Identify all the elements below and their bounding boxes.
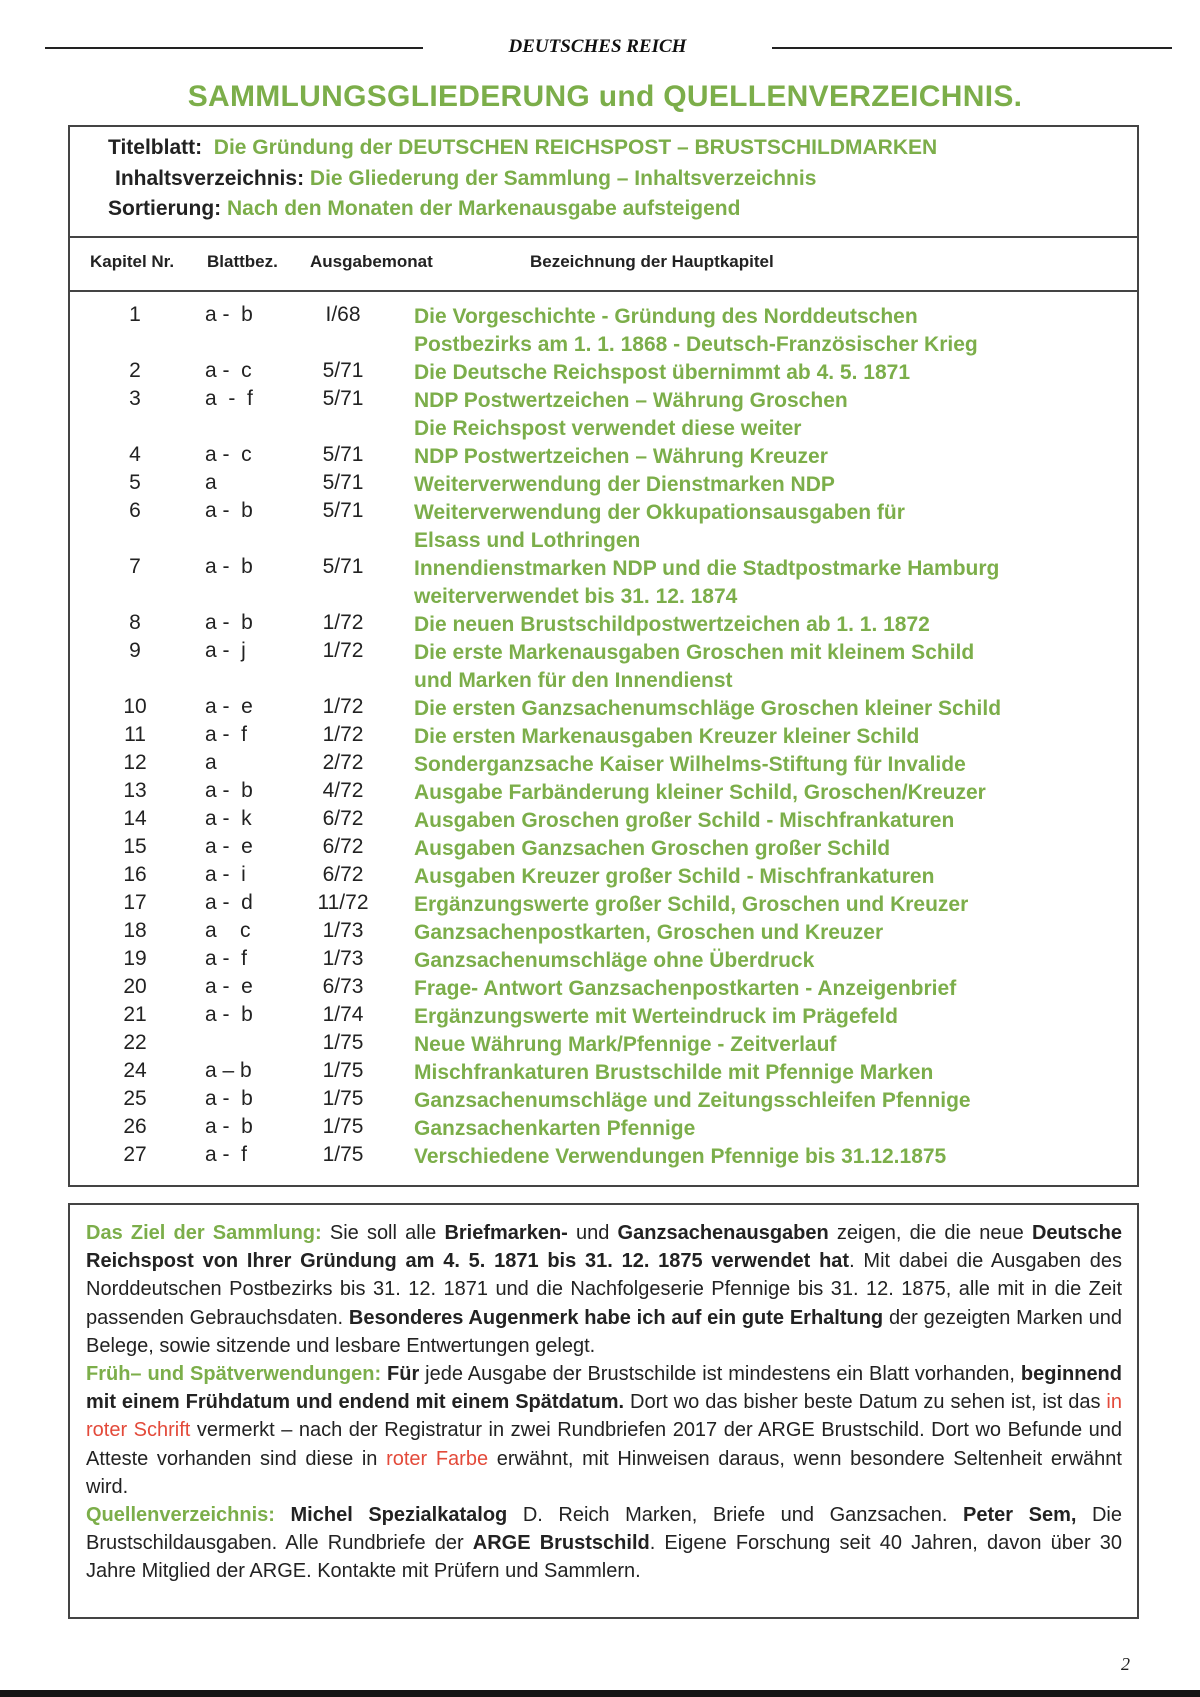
blattbezeichnung: a - f (205, 387, 253, 410)
blattbezeichnung: a - e (205, 835, 253, 858)
bold-run: Deutsche Reichspost von Ihrer Gründung am 4. 5. 1871 bis 31. 12. 1875 verwendet hat (86, 1222, 1122, 1273)
kapitel-bezeichnung (414, 751, 1134, 779)
blattbezeichnung: a – b (205, 1059, 252, 1082)
kapitel-nr: 12 (123, 751, 147, 774)
kapitel-nr: 10 (123, 695, 147, 718)
kapitel-bezeichnung (414, 1143, 1134, 1171)
kapitel-bezeichnung (414, 639, 1134, 695)
bezeichnung-line: Neue Währung Mark/Pfennige - Zeitverlauf (414, 1033, 837, 1056)
text-run: . Eigene Forschung seit 40 Jahren, davon über 30 Jahre Mitglied der ARGE. Kontakte mit Prüfern und Sammlern. (86, 1532, 1123, 1583)
ausgabemonat: 1/73 (322, 947, 364, 970)
text-run: der gezeigten Marken und Belege, sowie sitzende und lesbare Entwertungen gelegt. (86, 1306, 1122, 1357)
ausgabemonat: 5/71 (322, 555, 364, 578)
blattbezeichnung: a - b (205, 499, 253, 522)
bezeichnung-line: Mischfrankaturen Brustschilde mit Pfennige Marken (414, 1061, 934, 1084)
ausgabemonat: 1/72 (322, 723, 364, 746)
kapitel-nr: 3 (129, 387, 141, 410)
kapitel-bezeichnung (414, 555, 1134, 611)
table-body (70, 127, 1137, 1185)
text-run: erwähnt, mit Hinweisen daraus, wenn besondere Seltenheit erwähnt wird. (86, 1447, 1122, 1498)
ausgabemonat: 1/75 (322, 1087, 364, 1110)
text-run: und (567, 1222, 618, 1244)
info-key: Inhaltsverzeichnis: (115, 167, 305, 190)
bezeichnung-line: Ausgaben Groschen großer Schild - Mischfrankaturen (414, 809, 955, 832)
blattbezeichnung: a - e (205, 695, 253, 718)
ausgabemonat: 1/75 (322, 1031, 364, 1054)
text-run: . Mit dabei die Ausgaben des Norddeutschen Postbezirks bis 31. 12. 1871 und die Nachfolgeserie Pfennige bis 31. 12. 1875, alle mit in die Zeit passenden Gebrauchsdaten. (86, 1250, 1122, 1329)
bezeichnung-line: Verschiedene Verwendungen Pfennige bis 31.12.1875 (414, 1145, 947, 1168)
kapitel-bezeichnung (414, 975, 1134, 1003)
kapitel-bezeichnung (414, 303, 1134, 359)
kapitel-nr: 13 (123, 779, 147, 802)
bezeichnung-line: Sonderganzsache Kaiser Wilhelms-Stiftung für Invalide (414, 753, 966, 776)
kapitel-bezeichnung (414, 1059, 1134, 1087)
bezeichnung-line: Die ersten Markenausgaben Kreuzer kleiner Schild (414, 725, 920, 748)
kapitel-bezeichnung (414, 863, 1134, 891)
bezeichnung-line: Ausgaben Ganzsachen Groschen großer Schild (414, 837, 891, 860)
ausgabemonat: 11/72 (317, 891, 369, 914)
page-number: 2 (1121, 1654, 1130, 1674)
ausgabemonat: 1/72 (322, 611, 364, 634)
info-value: Nach den Monaten der Markenausgabe aufsteigend (227, 197, 741, 220)
bezeichnung-line: Ausgabe Farbänderung kleiner Schild, Groschen/Kreuzer (414, 781, 986, 804)
blattbezeichnung: a - b (205, 611, 253, 634)
paragraph-ziel (86, 1219, 1122, 1360)
bezeichnung-line: Die Reichspost verwendet diese weiter (414, 417, 802, 440)
blattbezeichnung: a - d (205, 891, 253, 914)
bezeichnung-line: Ganzsachenpostkarten, Groschen und Kreuzer (414, 921, 884, 944)
bezeichnung-line: Ergänzungswerte mit Werteindruck im Prägefeld (414, 1005, 898, 1028)
text-run: Die Brustschildausgaben. Alle Rundbriefe der (86, 1504, 1122, 1555)
bold-run: Peter Sem, (963, 1504, 1077, 1527)
ausgabemonat: 5/71 (322, 387, 364, 410)
kapitel-nr: 8 (129, 611, 141, 634)
kapitel-bezeichnung (414, 387, 1134, 443)
kapitel-nr: 7 (129, 555, 141, 578)
kapitel-nr: 20 (123, 975, 147, 998)
collection-notes-box (68, 1203, 1139, 1619)
info-key: Titelblatt: (108, 136, 203, 159)
blattbezeichnung: a c (205, 919, 251, 942)
kapitel-bezeichnung (414, 695, 1134, 723)
bezeichnung-line: Frage- Antwort Ganzsachenpostkarten - Anzeigenbrief (414, 977, 957, 1000)
bezeichnung-line: Ergänzungswerte großer Schild, Groschen und Kreuzer (414, 893, 969, 916)
kapitel-bezeichnung (414, 779, 1134, 807)
red-run: roter Farbe (386, 1447, 489, 1470)
label-frueh: Früh– und Spätverwendungen: (86, 1363, 382, 1386)
text-run: Sie soll alle (321, 1222, 445, 1244)
kapitel-nr: 4 (129, 443, 141, 466)
ausgabemonat: 6/72 (322, 835, 364, 858)
kapitel-bezeichnung (414, 723, 1134, 751)
kapitel-nr: 15 (123, 835, 147, 858)
kapitel-nr: 14 (123, 807, 147, 830)
bezeichnung-line: Die Deutsche Reichspost übernimmt ab 4. 5. 1871 (414, 361, 911, 384)
kapitel-bezeichnung (414, 443, 1134, 471)
ausgabemonat: 5/71 (322, 443, 364, 466)
bezeichnung-line: Weiterverwendung der Dienstmarken NDP (414, 473, 835, 496)
blattbezeichnung: a (205, 751, 217, 774)
bezeichnung-line: Postbezirks am 1. 1. 1868 - Deutsch-Französischer Krieg (414, 333, 978, 356)
paragraph-quellen (86, 1501, 1122, 1586)
bezeichnung-line: Elsass und Lothringen (414, 529, 641, 552)
column-header-monat: Ausgabemonat (310, 252, 433, 271)
bezeichnung-line: Die ersten Ganzsachenumschläge Groschen kleiner Schild (414, 697, 1002, 720)
text-run: jede Ausgabe der Brustschilde ist mindestens ein Blatt vorhanden, (419, 1363, 1021, 1386)
bezeichnung-line: NDP Postwertzeichen – Währung Kreuzer (414, 445, 828, 468)
kapitel-nr: 9 (129, 639, 141, 662)
kapitel-bezeichnung (414, 499, 1134, 555)
bezeichnung-line: Die erste Markenausgaben Groschen mit kleinem Schild (414, 641, 975, 664)
collection-notes-text (86, 1219, 1122, 1586)
kapitel-nr: 26 (123, 1115, 147, 1138)
blattbezeichnung: a - b (205, 555, 253, 578)
bezeichnung-line: Die neuen Brustschildpostwertzeichen ab 1. 1. 1872 (414, 613, 930, 636)
text-run: vermerkt – nach der Registratur in zwei Rundbriefen 2017 der ARGE Brustschild. Dort wo Befunde und Atteste vorhanden sind diese in (86, 1419, 1123, 1470)
kapitel-bezeichnung (414, 807, 1134, 835)
kapitel-bezeichnung (414, 1087, 1134, 1115)
scan-edge-shadow (0, 1690, 1200, 1697)
ausgabemonat: 6/72 (322, 807, 364, 830)
bezeichnung-line: Weiterverwendung der Okkupationsausgaben für (414, 501, 905, 524)
blattbezeichnung: a - f (205, 1143, 248, 1166)
kapitel-bezeichnung (414, 835, 1134, 863)
kapitel-nr: 22 (123, 1031, 147, 1054)
kapitel-nr: 24 (123, 1059, 147, 1082)
bezeichnung-line: NDP Postwertzeichen – Währung Groschen (414, 389, 848, 412)
kapitel-bezeichnung (414, 611, 1134, 639)
kapitel-nr: 11 (124, 723, 146, 746)
text-run: zeigen, die die neue (828, 1222, 1032, 1244)
blattbezeichnung: a - b (205, 303, 253, 326)
ausgabemonat: 6/73 (322, 975, 364, 998)
kapitel-nr: 2 (129, 359, 141, 382)
kapitel-bezeichnung (414, 359, 1134, 387)
kapitel-nr: 25 (123, 1087, 147, 1110)
contents-box (68, 125, 1139, 1187)
column-header-bezeichnung: Bezeichnung der Hauptkapitel (530, 252, 774, 271)
bezeichnung-line: und Marken für den Innendienst (414, 669, 733, 692)
page-title: SAMMLUNGSGLIEDERUNG und QUELLENVERZEICHNIS. (187, 80, 1023, 113)
bezeichnung-line: Ganzsachenumschläge und Zeitungsschleifen Pfennige (414, 1089, 971, 1112)
kapitel-nr: 17 (123, 891, 147, 914)
ausgabemonat: 1/75 (322, 1143, 364, 1166)
header-rule-left (45, 47, 423, 49)
bold-run: beginnend mit einem Frühdatum und endend mit einem Spätdatum. (86, 1363, 1122, 1414)
ausgabemonat: 5/71 (322, 359, 364, 382)
bold-run: Briefmarken- (444, 1222, 568, 1244)
blattbezeichnung: a - b (205, 1087, 253, 1110)
kapitel-bezeichnung (414, 1115, 1134, 1143)
ausgabemonat: 1/72 (322, 639, 364, 662)
label-quellen: Quellenverzeichnis: (86, 1504, 275, 1527)
ausgabemonat: 1/75 (322, 1059, 364, 1082)
bold-run: Michel Spezialkatalog (274, 1504, 508, 1527)
kapitel-nr: 1 (129, 303, 141, 326)
info-value: Die Gliederung der Sammlung – Inhaltsverzeichnis (309, 167, 817, 190)
ausgabemonat: I/68 (325, 303, 361, 326)
bold-run: Besonderes Augenmerk habe ich auf ein gute Erhaltung (348, 1306, 884, 1329)
bold-run: Für (381, 1363, 420, 1386)
bezeichnung-line: Ausgaben Kreuzer großer Schild - Mischfrankaturen (414, 865, 935, 888)
ausgabemonat: 4/72 (322, 779, 364, 802)
blattbezeichnung: a - c (205, 443, 252, 466)
blattbezeichnung: a - f (205, 947, 248, 970)
kapitel-nr: 27 (123, 1143, 147, 1166)
bold-run: ARGE Brustschild (472, 1532, 650, 1555)
blattbezeichnung: a - k (205, 807, 252, 830)
kapitel-nr: 18 (123, 919, 147, 942)
kapitel-bezeichnung (414, 891, 1134, 919)
bezeichnung-line: Ganzsachenkarten Pfennige (414, 1117, 696, 1140)
blattbezeichnung: a - e (205, 975, 253, 998)
info-key: Sortierung: (108, 197, 222, 220)
ausgabemonat: 1/72 (322, 695, 364, 718)
blattbezeichnung: a (205, 471, 217, 494)
ausgabemonat: 5/71 (322, 499, 364, 522)
bezeichnung-line: weiterverwendet bis 31. 12. 1874 (414, 585, 738, 608)
ausgabemonat: 2/72 (322, 751, 364, 774)
blattbezeichnung: a - j (205, 639, 246, 662)
kapitel-nr: 5 (129, 471, 141, 494)
kapitel-nr: 16 (123, 863, 147, 886)
column-header-kapitel: Kapitel Nr. (90, 252, 175, 271)
bezeichnung-line: Ganzsachenumschläge ohne Überdruck (414, 949, 815, 972)
kapitel-nr: 19 (123, 947, 147, 970)
text-run: Dort wo das bisher beste Datum zu sehen ist, ist das (624, 1391, 1107, 1414)
ausgabemonat: 5/71 (322, 471, 364, 494)
bezeichnung-line: Die Vorgeschichte - Gründung des Norddeutschen (414, 305, 918, 328)
kapitel-bezeichnung (414, 947, 1134, 975)
blattbezeichnung: a - i (205, 863, 246, 886)
ausgabemonat: 1/74 (322, 1003, 364, 1026)
header-title: DEUTSCHES REICH (508, 36, 687, 57)
red-run: in roter Schrift (86, 1391, 1122, 1442)
ausgabemonat: 1/75 (322, 1115, 364, 1138)
blattbezeichnung: a - b (205, 1003, 253, 1026)
blattbezeichnung: a - c (205, 359, 252, 382)
info-value: Die Gründung der DEUTSCHEN REICHSPOST – BRUSTSCHILDMARKEN (213, 136, 938, 159)
column-header-blatt: Blattbez. (207, 252, 278, 271)
blattbezeichnung: a - f (205, 723, 248, 746)
bezeichnung-line: Innendienstmarken NDP und die Stadtpostmarke Hamburg (414, 557, 1000, 580)
blattbezeichnung: a - b (205, 779, 253, 802)
kapitel-nr: 21 (123, 1003, 147, 1026)
paragraph-frueh (86, 1360, 1122, 1501)
ausgabemonat: 1/73 (322, 919, 364, 942)
kapitel-nr: 6 (129, 499, 141, 522)
text-run: D. Reich Marken, Briefe und Ganzsachen. (507, 1504, 964, 1527)
header-rule-right (772, 47, 1172, 49)
ausgabemonat: 6/72 (322, 863, 364, 886)
kapitel-bezeichnung (414, 1003, 1134, 1031)
kapitel-bezeichnung (414, 919, 1134, 947)
kapitel-bezeichnung (414, 1031, 1134, 1059)
kapitel-bezeichnung (414, 471, 1134, 499)
label-ziel: Das Ziel der Sammlung: (86, 1222, 322, 1244)
blattbezeichnung: a - b (205, 1115, 253, 1138)
bold-run: Ganzsachenausgaben (617, 1222, 829, 1244)
